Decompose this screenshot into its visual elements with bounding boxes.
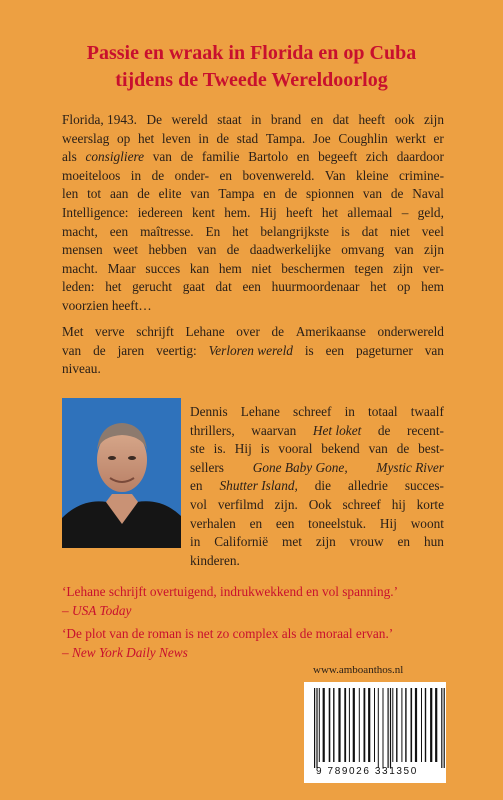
text-line xyxy=(190,459,444,478)
barcode-bar xyxy=(405,688,406,762)
word: van xyxy=(152,149,172,165)
word: Verloren wereld xyxy=(208,342,293,358)
word: de xyxy=(151,167,165,183)
word: en xyxy=(310,112,324,127)
blurb-paragraph-1 xyxy=(62,111,444,316)
word: maîtresse. xyxy=(140,223,194,239)
barcode-bar xyxy=(368,688,370,762)
review-quote-2-source: New York Daily News xyxy=(71,644,188,660)
word: mensen xyxy=(62,242,103,258)
barcode-bar xyxy=(359,688,360,762)
word: daadwerkelijke xyxy=(249,242,331,258)
text-line xyxy=(62,130,444,149)
word: familie xyxy=(201,149,240,165)
text-line xyxy=(190,552,444,571)
text-line xyxy=(62,223,444,242)
word: Naval xyxy=(412,186,444,202)
word: vrouw xyxy=(349,534,384,550)
word: elite xyxy=(158,186,182,202)
word: twaalf xyxy=(410,404,444,419)
word: niet xyxy=(251,260,272,276)
word: Intelligence: xyxy=(62,204,129,220)
word: aan xyxy=(109,186,129,202)
word: en xyxy=(249,515,263,531)
word: huurmoordenaar xyxy=(271,279,360,295)
barcode-bar xyxy=(415,688,417,762)
barcode-bar xyxy=(396,688,397,762)
review-quote-1-attribution: – USA Today xyxy=(62,602,132,618)
word: onderwereld xyxy=(377,324,444,339)
word: de xyxy=(93,342,106,358)
word: schreef xyxy=(293,404,332,419)
text-line xyxy=(190,477,444,496)
barcode-bar xyxy=(421,688,422,762)
word: over xyxy=(236,324,260,339)
text-line xyxy=(62,185,444,204)
word: ste xyxy=(190,441,205,457)
word: in xyxy=(344,404,355,419)
word: leden: xyxy=(62,279,95,295)
word: heeft… xyxy=(111,297,152,313)
word: kan xyxy=(189,260,210,276)
word: macht. xyxy=(62,260,98,276)
word: zijn. xyxy=(274,496,298,512)
review-quote-1 xyxy=(62,583,398,620)
word: de xyxy=(271,324,285,339)
word: op xyxy=(397,279,411,295)
word: dat xyxy=(215,279,232,295)
word: stad xyxy=(236,130,259,146)
word: weerslag xyxy=(62,130,110,146)
word: hem xyxy=(421,279,444,295)
word: het xyxy=(321,204,339,220)
barcode-bar xyxy=(411,688,413,762)
headline-line-2: tijdens de Tweede Wereldoorlog xyxy=(115,69,388,91)
author-bio xyxy=(190,403,444,570)
review-quote-2-text: ‘De plot van de roman is net zo complex als de moraal ervan.’ xyxy=(62,626,394,641)
text-line xyxy=(62,241,444,260)
word: vooral xyxy=(278,441,313,457)
word: veel xyxy=(421,223,444,239)
barcode-bar xyxy=(425,688,426,762)
word: woont xyxy=(410,515,444,531)
word: kent xyxy=(192,204,215,220)
author-portrait-illustration xyxy=(62,398,181,548)
review-quote-1-text: ‘Lehane schrijft overtuigend, indrukwekkend en vol spanning.’ xyxy=(62,584,399,599)
word: alledrie xyxy=(347,478,388,494)
word: van xyxy=(424,342,444,358)
word: en xyxy=(219,167,233,183)
text-line xyxy=(62,204,444,223)
text-line xyxy=(190,533,444,552)
word: is. xyxy=(213,441,226,457)
word: als xyxy=(62,149,77,165)
word: len xyxy=(62,186,79,202)
text-line xyxy=(62,111,444,130)
barcode-bar xyxy=(316,688,317,768)
barcode-bar xyxy=(338,688,340,762)
word: de xyxy=(216,130,230,146)
word: Dennis xyxy=(190,404,228,419)
word: Joe xyxy=(312,130,331,146)
word: en xyxy=(190,478,203,494)
word: dat xyxy=(361,223,379,239)
word: heeft xyxy=(358,112,386,127)
word: recent- xyxy=(407,422,444,438)
review-quote-2 xyxy=(62,625,393,662)
word: is xyxy=(260,441,270,457)
barcode-bar xyxy=(319,688,320,762)
word: op xyxy=(116,130,131,146)
word: ook xyxy=(394,112,415,127)
word: best- xyxy=(418,441,444,457)
word: hebben xyxy=(148,242,187,258)
word: consigliere xyxy=(85,149,145,165)
word: beschermen xyxy=(281,260,345,276)
word: een xyxy=(275,515,295,531)
word: succes- xyxy=(404,478,444,494)
word: en xyxy=(397,534,411,550)
text-line xyxy=(190,422,444,441)
word: in xyxy=(190,534,201,550)
word: belangrijkste xyxy=(260,223,330,239)
word: de xyxy=(137,186,150,202)
word: bovenwereld. xyxy=(242,167,315,183)
barcode-bar xyxy=(333,688,334,762)
word: in xyxy=(130,167,142,183)
barcode-bar xyxy=(364,688,366,762)
word: crimine- xyxy=(398,167,444,183)
blurb-paragraph-2 xyxy=(62,323,444,379)
word: gaat xyxy=(182,279,205,295)
word: brand xyxy=(270,112,302,127)
barcode-bar xyxy=(435,688,437,762)
barcode-bar xyxy=(430,688,432,762)
word: verve xyxy=(95,324,125,339)
word: dat xyxy=(332,112,349,127)
word: Californië xyxy=(214,534,269,550)
barcode-bar xyxy=(383,688,384,768)
text-line xyxy=(62,297,444,316)
isbn-barcode xyxy=(304,682,446,783)
word: moeiteloos xyxy=(62,167,121,183)
word: gerucht xyxy=(132,279,172,295)
word: pageturner xyxy=(355,342,413,358)
word: hun xyxy=(423,534,444,550)
word: in xyxy=(198,130,209,146)
word: staat xyxy=(217,112,242,127)
word: is xyxy=(304,342,314,358)
barcode-bar xyxy=(329,688,331,762)
word: is xyxy=(340,223,350,239)
barcode-bar xyxy=(353,688,355,762)
word: de xyxy=(377,422,391,438)
word: veertig: xyxy=(156,342,197,358)
word: met xyxy=(282,534,302,550)
word: daardoor xyxy=(396,149,444,165)
barcode-bar xyxy=(444,688,445,768)
word: Van xyxy=(324,167,346,183)
word: succes xyxy=(145,260,181,276)
barcode-bar xyxy=(392,688,393,762)
isbn-digits: 9 789026 331350 xyxy=(316,766,418,777)
headline-line-1: Passie en wraak in Florida en op Cuba xyxy=(86,42,417,64)
word: waarvan xyxy=(251,422,297,438)
word: iedereen xyxy=(137,204,183,220)
word: leven xyxy=(161,130,191,146)
publisher-url[interactable]: www.amboanthos.nl xyxy=(313,664,404,676)
word: Gone Baby Gone, xyxy=(252,459,348,475)
word: sellers xyxy=(190,459,224,475)
word: De xyxy=(146,112,162,127)
author-photo xyxy=(62,398,181,548)
text-line xyxy=(62,148,444,167)
word: – xyxy=(401,204,409,220)
barcode-bar xyxy=(314,688,315,768)
word: niet xyxy=(389,223,410,239)
word: zijn xyxy=(424,112,444,127)
word: kinderen. xyxy=(190,552,240,568)
word: een xyxy=(109,223,129,239)
word: Tampa xyxy=(218,186,255,202)
word: de xyxy=(180,149,194,165)
word: Bartolo xyxy=(248,149,289,165)
word: Mystic River xyxy=(376,459,444,475)
word: weet xyxy=(112,242,139,258)
word: spionnen xyxy=(305,186,354,202)
word: verhalen xyxy=(190,515,236,531)
word: ver- xyxy=(422,260,444,276)
text-line xyxy=(62,260,444,279)
word: zich xyxy=(365,149,389,165)
barcode-bar xyxy=(344,688,346,762)
word: zijn xyxy=(393,260,414,276)
word: jaren xyxy=(117,342,145,358)
word: Met xyxy=(62,324,84,339)
word: van xyxy=(368,441,388,457)
word: Shutter Island, xyxy=(219,478,298,494)
text-line xyxy=(190,403,444,422)
word: Het loket xyxy=(312,422,362,438)
word: van xyxy=(197,242,217,258)
word: En xyxy=(205,223,221,239)
word: allemaal xyxy=(347,204,393,220)
barcode-bar xyxy=(401,688,402,762)
word: bekend xyxy=(321,441,360,457)
word: Hij xyxy=(379,515,397,531)
word: het xyxy=(137,130,155,146)
word: van xyxy=(190,186,210,202)
text-line xyxy=(62,278,444,297)
word: en xyxy=(263,186,276,202)
word: in xyxy=(251,112,262,127)
text-line xyxy=(62,167,444,186)
word: Lehane xyxy=(240,404,280,419)
word: de xyxy=(284,186,298,202)
word: van xyxy=(362,186,383,202)
word: Florida, 1943. xyxy=(62,112,137,127)
word: de xyxy=(226,242,240,258)
word: totaal xyxy=(368,404,398,419)
word: tot xyxy=(87,186,102,202)
barcode-bar xyxy=(374,688,375,762)
word: schrijft xyxy=(136,324,174,339)
word: hem. xyxy=(224,204,251,220)
word: het xyxy=(232,223,249,239)
word: Hij xyxy=(234,441,252,457)
barcode-bar xyxy=(349,688,350,762)
word: van xyxy=(62,342,82,358)
barcode-bar xyxy=(378,688,379,768)
word: zijn xyxy=(424,242,444,258)
word: vol xyxy=(190,496,207,512)
word: hij xyxy=(391,496,406,512)
word: werkt xyxy=(395,130,426,146)
word: schreef xyxy=(342,496,381,512)
word: omvang xyxy=(341,242,385,258)
word: die xyxy=(314,478,332,494)
word: een xyxy=(325,342,345,358)
word: wereld xyxy=(171,112,208,127)
review-quote-1-source: USA Today xyxy=(71,602,132,618)
word: tegen xyxy=(354,260,384,276)
word: de xyxy=(396,441,410,457)
text-line xyxy=(190,440,444,459)
text-line: niveau. xyxy=(62,361,101,377)
text-line xyxy=(190,515,444,534)
word: heeft xyxy=(286,204,313,220)
barcode-bar xyxy=(441,688,442,768)
word: Lehane xyxy=(185,324,225,339)
word: van xyxy=(394,242,414,258)
word: Tampa. xyxy=(265,130,306,146)
barcode-bar xyxy=(388,688,389,768)
word: Amerikaanse xyxy=(295,324,366,339)
barcode-bar xyxy=(323,688,325,762)
word: het xyxy=(105,279,122,295)
text-line xyxy=(62,342,444,361)
word: een xyxy=(242,279,261,295)
text-line xyxy=(190,496,444,515)
word: Coughlin xyxy=(338,130,388,146)
word: het xyxy=(370,279,387,295)
word: toneelstuk. xyxy=(308,515,367,531)
word: verfilmd xyxy=(217,496,264,512)
word: de xyxy=(390,186,404,202)
word: Maar xyxy=(107,260,136,276)
review-quote-2-attribution: – New York Daily News xyxy=(62,644,188,660)
word: onder- xyxy=(174,167,210,183)
word: kleine xyxy=(356,167,389,183)
word: voorzien xyxy=(62,297,112,313)
word: en xyxy=(296,149,310,165)
word: hem xyxy=(218,260,242,276)
word: Hij xyxy=(259,204,277,220)
word: geld, xyxy=(417,204,444,220)
barcode-bar xyxy=(390,688,391,768)
word: er xyxy=(433,130,444,146)
text-line xyxy=(62,323,444,342)
word: begeeft xyxy=(318,149,358,165)
headline xyxy=(0,40,503,94)
word: macht, xyxy=(62,223,98,239)
word: Ook xyxy=(308,496,332,512)
word: korte xyxy=(416,496,444,512)
word: zijn xyxy=(315,534,336,550)
word: thrillers, xyxy=(190,422,235,438)
